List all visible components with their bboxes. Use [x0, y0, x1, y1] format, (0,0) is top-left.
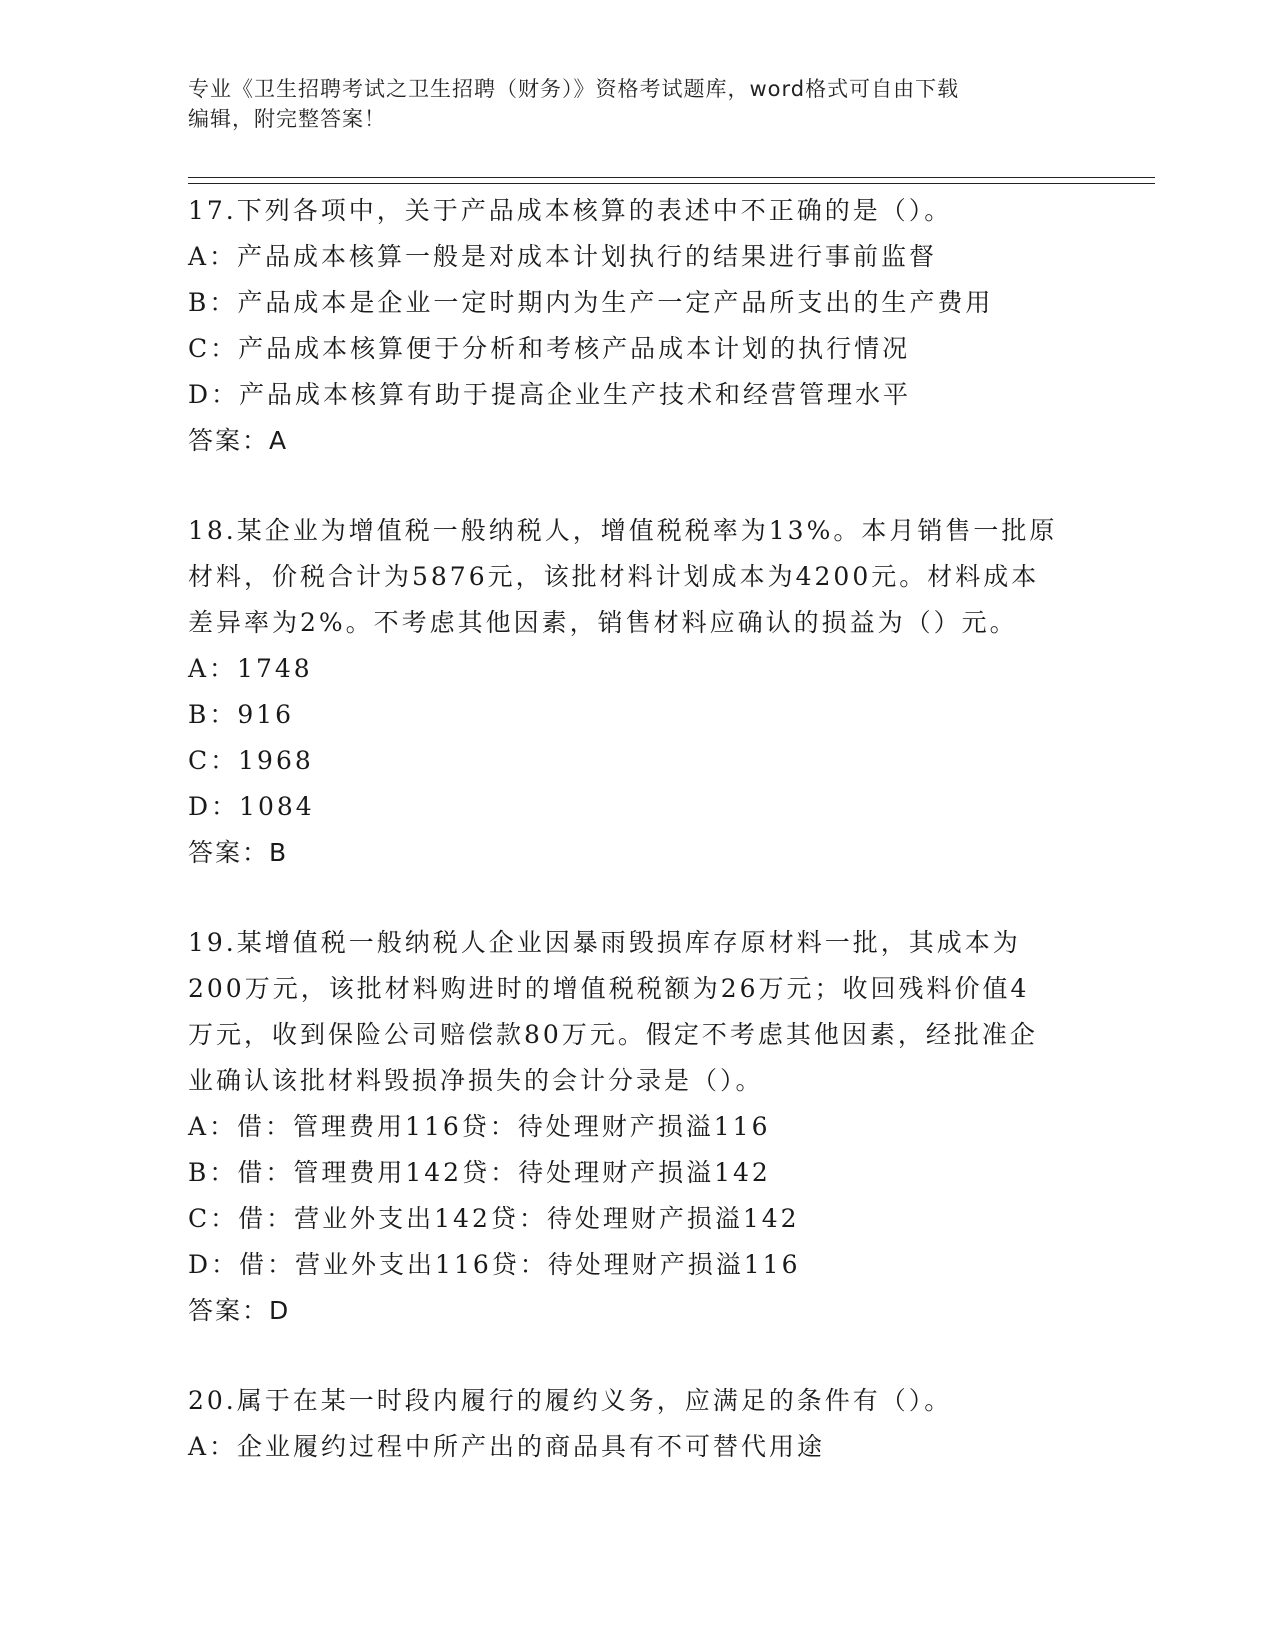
option-b: B：借：管理费用142贷：待处理财产损溢142 [188, 1158, 771, 1187]
option-d: D：借：营业外支出116贷：待处理财产损溢116 [188, 1250, 801, 1279]
option-a: A：1748 [188, 654, 313, 683]
question-stem: 差异率为2%。不考虑其他因素，销售材料应确认的损益为（）元。 [188, 608, 1018, 637]
question-stem: 材料，价税合计为5876元，该批材料计划成本为4200元。材料成本 [188, 562, 1040, 591]
option-a: A：产品成本核算一般是对成本计划执行的结果进行事前监督 [188, 242, 938, 271]
option-c: C：产品成本核算便于分析和考核产品成本计划的执行情况 [188, 334, 911, 363]
option-d: D：1084 [188, 792, 315, 821]
header-line-1: 专业《卫生招聘考试之卫生招聘（财务）》资格考试题库，word格式可自由下载 [188, 77, 960, 101]
question-stem: 17.下列各项中，关于产品成本核算的表述中不正确的是（）。 [188, 196, 953, 225]
answer: 答案：A [188, 426, 289, 455]
question-20 [188, 1378, 1088, 1470]
question-stem: 业确认该批材料毁损净损失的会计分录是（）。 [188, 1066, 764, 1095]
option-d: D：产品成本核算有助于提高企业生产技术和经营管理水平 [188, 380, 912, 409]
document-header [188, 74, 1088, 134]
header-divider-top [188, 177, 1155, 178]
answer: 答案：D [188, 1296, 291, 1325]
question-19 [188, 920, 1088, 1334]
answer: 答案：B [188, 838, 289, 867]
question-stem: 万元，收到保险公司赔偿款80万元。假定不考虑其他因素，经批准企 [188, 1020, 1038, 1049]
question-stem: 20.属于在某一时段内履行的履约义务，应满足的条件有（）。 [188, 1386, 953, 1415]
header-divider-bottom [188, 183, 1155, 184]
question-18 [188, 508, 1088, 876]
option-b: B：916 [188, 700, 295, 729]
option-a: A：企业履约过程中所产出的商品具有不可替代用途 [188, 1432, 826, 1461]
question-list [188, 188, 1088, 1470]
option-c: C：借：营业外支出142贷：待处理财产损溢142 [188, 1204, 800, 1233]
spacer [188, 876, 1088, 920]
question-stem: 19.某增值税一般纳税人企业因暴雨毁损库存原材料一批，其成本为 [188, 928, 1021, 957]
spacer [188, 1334, 1088, 1378]
option-b: B：产品成本是企业一定时期内为生产一定产品所支出的生产费用 [188, 288, 994, 317]
option-c: C：1968 [188, 746, 314, 775]
question-stem: 18.某企业为增值税一般纳税人，增值税税率为13%。本月销售一批原 [188, 516, 1058, 545]
spacer [188, 464, 1088, 508]
header-line-2: 编辑，附完整答案！ [188, 107, 386, 131]
question-17 [188, 188, 1088, 464]
question-stem: 200万元，该批材料购进时的增值税税额为26万元；收回残料价值4 [188, 974, 1030, 1003]
option-a: A：借：管理费用116贷：待处理财产损溢116 [188, 1112, 771, 1141]
